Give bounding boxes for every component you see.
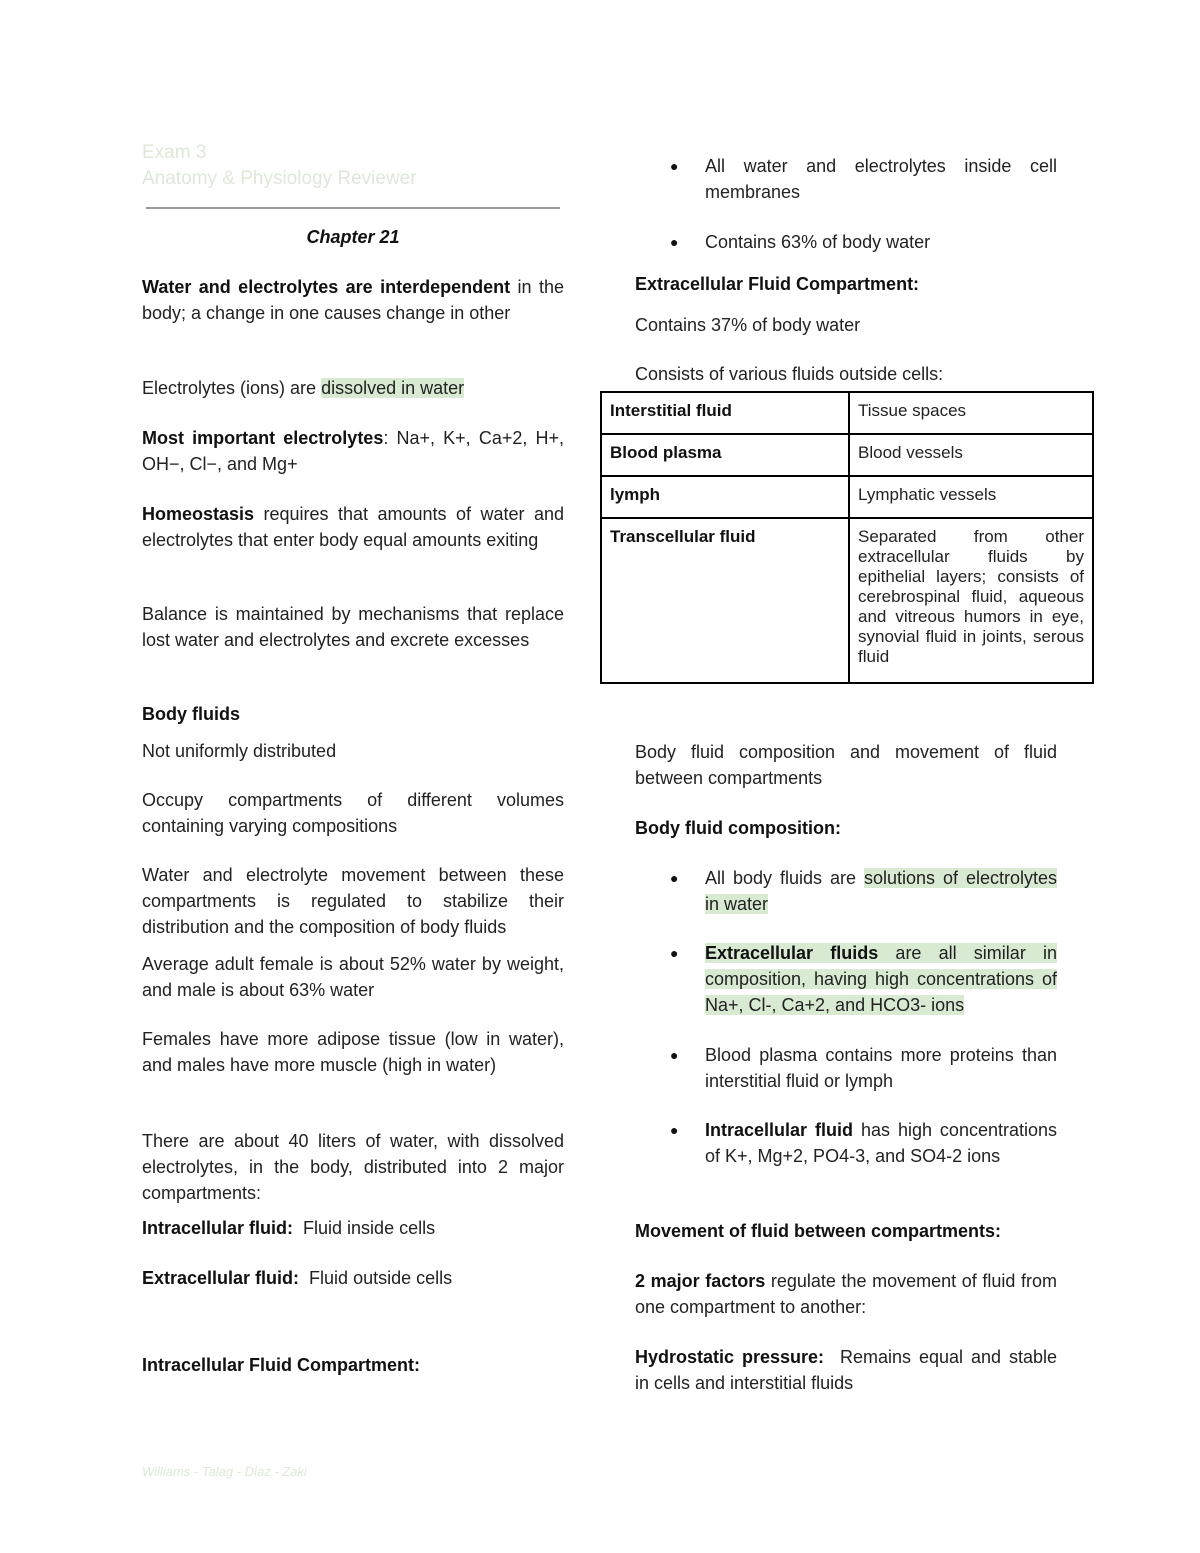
fluid-cell: Transcellular fluid: [601, 518, 849, 683]
intracellular-text: Fluid inside cells: [293, 1218, 436, 1238]
extracellular-highlight: [705, 943, 1057, 1015]
bullet-icon: ●: [670, 945, 679, 961]
table-row: [601, 476, 1093, 518]
icf-bullet-percent: Contains 63% of body water: [705, 232, 931, 252]
interdependent-bold: Water and electrolytes are interdependent: [142, 277, 511, 297]
important-text: : Na+, K+, Ca+2, H+, OH−, Cl−, and Mg+: [142, 428, 565, 474]
hydrostatic-text: Remains equal and stable in cells and interstitial fluids: [635, 1347, 1063, 1393]
dissolved-highlight: dissolved in water: [321, 378, 465, 398]
header-divider: [146, 207, 560, 209]
solutions-text: All body fluids are: [705, 868, 864, 888]
paragraph-compartments: Occupy compartments of different volumes containing varying compositions: [142, 790, 564, 836]
composition-bullet-solutions: [705, 865, 1057, 917]
intracellular-definition: [142, 1215, 564, 1241]
location-cell: Blood vessels: [849, 434, 1093, 476]
table-row: [601, 518, 1093, 683]
bullet-icon: ●: [670, 1047, 679, 1063]
paragraph-balance: Balance is maintained by mechanisms that replace lost water and electrolytes and excrete excesses: [142, 604, 564, 650]
major-factors-bold: 2 major factors: [635, 1271, 766, 1291]
location-cell: Separated from other extracellular fluids by epithelial layers; consists of cerebrospinal fluid, aqueous and vitreous humors in eye, synovial fluid in joints, serous fluid: [849, 518, 1093, 683]
composition-heading: Body fluid composition:: [635, 818, 841, 838]
fluid-cell: Blood plasma: [601, 434, 849, 476]
important-bold: Most important electrolytes: [142, 428, 384, 448]
reviewer-subtitle: Anatomy & Physiology Reviewer: [142, 168, 417, 189]
table-row: [601, 392, 1093, 434]
paragraph-females: Females have more adipose tissue (low in water), and males have more muscle (high in water): [142, 1029, 564, 1075]
extracellular-label: Extracellular fluid:: [142, 1268, 300, 1288]
icf-bullet-membranes: All water and electrolytes inside cell membranes: [705, 156, 1057, 202]
extracellular-definition: [142, 1265, 564, 1291]
bullet-icon: ●: [670, 870, 679, 886]
location-cell: Tissue spaces: [849, 392, 1093, 434]
paragraph-electrolytes: [142, 375, 564, 401]
homeostasis-text: requires that amounts of water and electrolytes that enter body equal amounts exiting: [142, 504, 564, 550]
composition-bullet-intracellular: [705, 1117, 1057, 1169]
extracellular-fluids-bold: Extracellular fluids: [705, 943, 879, 963]
hydrostatic-bold: Hydrostatic pressure:: [635, 1347, 825, 1367]
table-row: [601, 434, 1093, 476]
paragraph-important-electrolytes: [142, 425, 564, 477]
composition-bullet-extracellular: [705, 940, 1057, 1018]
exam-title: Exam 3: [142, 142, 207, 163]
paragraph-40-liters: There are about 40 liters of water, with dissolved electrolytes, in the body, distributed into 2 major compartments:: [142, 1131, 564, 1203]
major-factors-text: regulate the movement of fluid from one compartment to another:: [635, 1271, 1057, 1317]
chapter-title: Chapter 21: [306, 227, 400, 247]
solutions-highlight: solutions of electrolytes in water: [705, 868, 1058, 914]
body-fluids-heading: Body fluids: [142, 704, 240, 724]
location-cell: Lymphatic vessels: [849, 476, 1093, 518]
extracellular-fluids-table: [600, 391, 1094, 684]
paragraph-uniform: Not uniformly distributed: [142, 741, 337, 761]
interdependent-text: in the body; a change in one causes change in other: [142, 277, 564, 323]
fluid-cell: lymph: [601, 476, 849, 518]
bullet-icon: ●: [670, 1122, 679, 1138]
composition-bullet-plasma: Blood plasma contains more proteins than interstitial fluid or lymph: [705, 1045, 1057, 1091]
fluid-cell: Interstitial fluid: [601, 392, 849, 434]
homeostasis-bold: Homeostasis: [142, 504, 255, 524]
paragraph-movement: Water and electrolyte movement between these compartments is regulated to stabilize their distribution and the composition of body fluids: [142, 865, 564, 937]
paragraph-interdependent: [142, 274, 564, 326]
paragraph-average-adult: Average adult female is about 52% water by weight, and male is about 63% water: [142, 954, 564, 1000]
bullet-icon: ●: [670, 234, 679, 250]
footer-authors: Williams - Talag - Diaz - Zaki: [142, 1464, 307, 1479]
major-factors-paragraph: [635, 1268, 1057, 1320]
intracellular-compartment-heading: Intracellular Fluid Compartment:: [142, 1355, 421, 1375]
extracellular-compartment-heading: Extracellular Fluid Compartment:: [635, 274, 920, 294]
paragraph-homeostasis: [142, 501, 564, 553]
ecf-consists: Consists of various fluids outside cells:: [635, 364, 944, 384]
movement-heading: Movement of fluid between compartments:: [635, 1221, 1002, 1241]
hydrostatic-pressure-paragraph: [635, 1344, 1063, 1396]
composition-movement-text: Body fluid composition and movement of fluid between compartments: [635, 742, 1057, 788]
intracellular-fluid-bold: Intracellular fluid: [705, 1120, 853, 1140]
extracellular-fluids-text: are all similar in composition, having high concentrations of Na+, Cl-, Ca+2, and HCO3- ions: [705, 943, 1057, 1015]
extracellular-text: Fluid outside cells: [299, 1268, 453, 1288]
bullet-icon: ●: [670, 158, 679, 174]
ecf-contains: Contains 37% of body water: [635, 315, 861, 335]
intracellular-fluid-text: has high concentrations of K+, Mg+2, PO4-3, and SO4-2 ions: [705, 1120, 1057, 1166]
intracellular-label: Intracellular fluid:: [142, 1218, 294, 1238]
electrolytes-text: Electrolytes (ions) are: [142, 378, 322, 398]
